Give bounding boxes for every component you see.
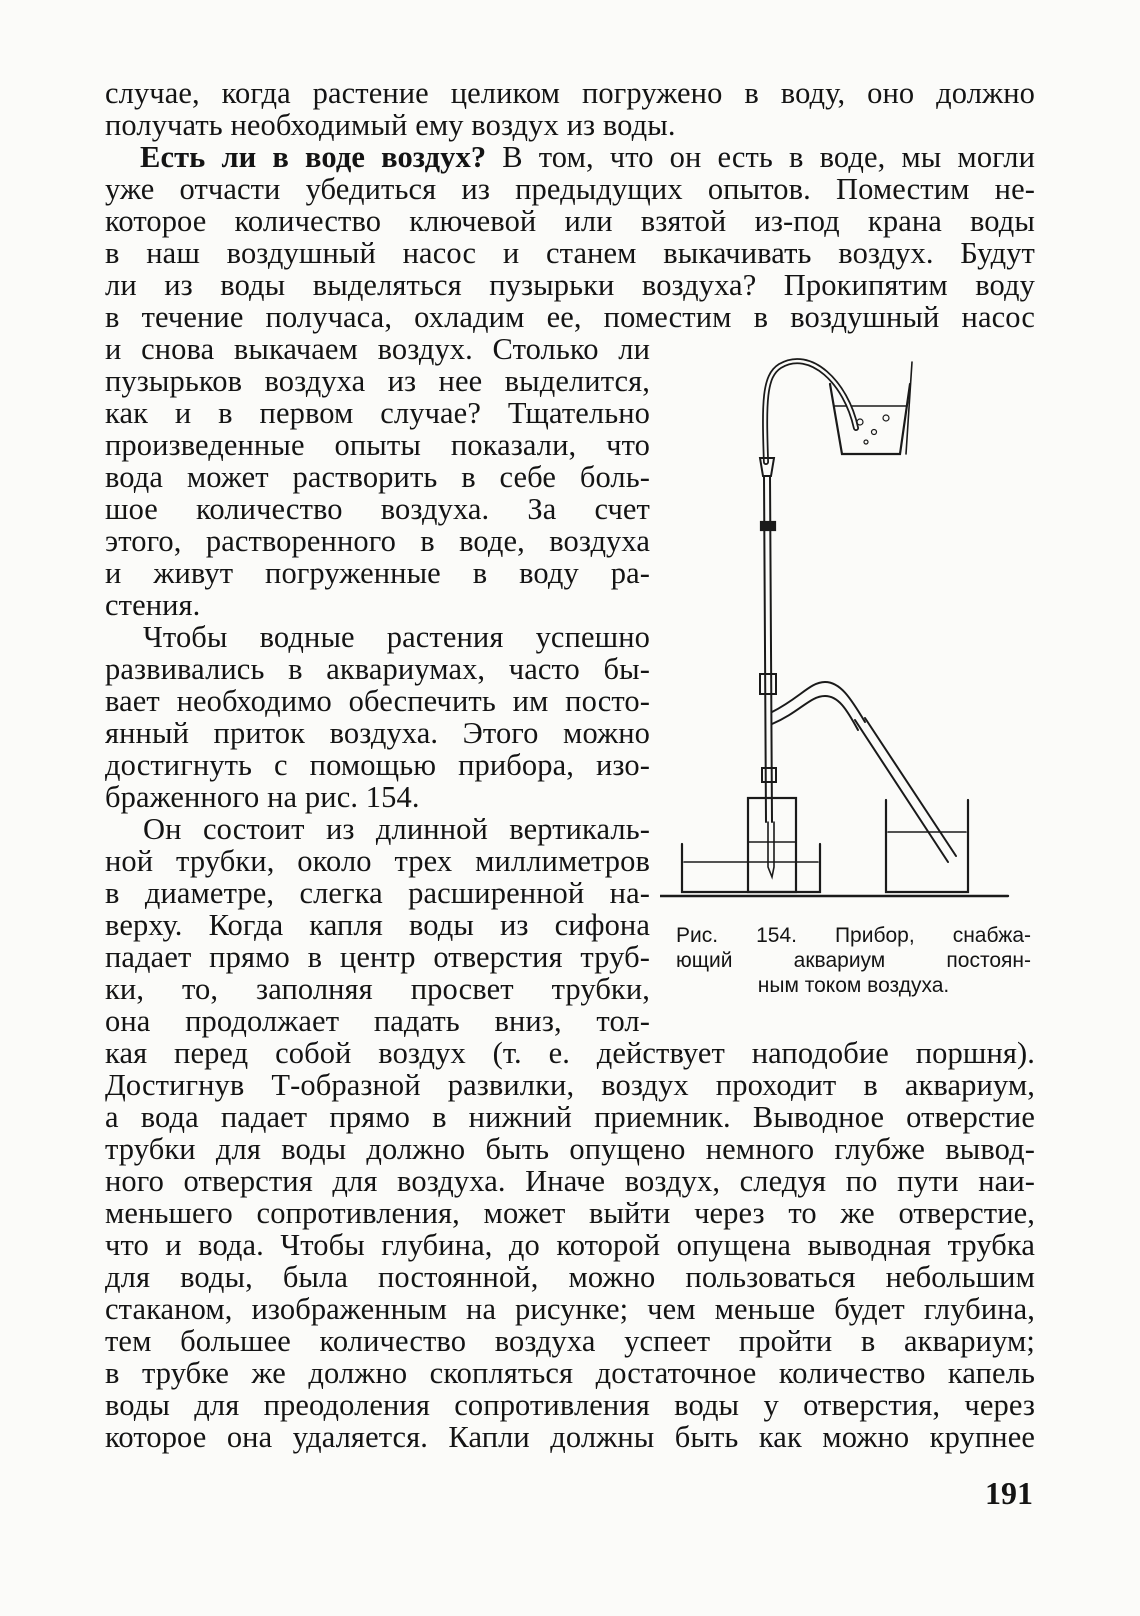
text-line: Чтобы водные растения успешно [143, 620, 650, 654]
text-line: вода может растворить в себе боль- [105, 460, 650, 494]
text-line: тем большее количество воздуха успеет пройти в аквариум; [105, 1324, 1035, 1358]
text-line: в течение получаса, охладим ее, поместим в воздушный насос [105, 300, 1035, 334]
aquarium-air-device-illustration [660, 352, 1040, 922]
text-line: для воды, была постоянной, можно пользоваться небольшим [105, 1260, 1035, 1294]
text-line: в трубке же должно скопляться достаточное количество капель [105, 1356, 1035, 1390]
text-line: вает необходимо обеспечить им посто- [105, 684, 650, 718]
text-line: которое количество ключевой или взятой из-под крана воды [105, 204, 1035, 238]
text-line: шое количество воздуха. За счет [105, 492, 650, 526]
text-line: которое она удаляется. Капли должны быть как можно крупнее [105, 1420, 1035, 1454]
text-line: случае, когда растение целиком погружено в воду, оно должно [105, 76, 1035, 110]
text-line: стаканом, изображенным на рисунке; чем меньше будет глубина, [105, 1292, 1035, 1326]
text-line: получать необходимый ему воздух из воды. [105, 108, 676, 142]
figure-caption-line: Рис. 154. Прибор, снабжа- [676, 924, 1031, 947]
figure-caption-line: ным током воздуха. [757, 974, 950, 997]
text-line: этого, растворенного в воде, воздуха [105, 524, 650, 558]
section-heading: Есть ли в воде воздух? [140, 140, 487, 174]
text-fragment: В том, что он есть в воде, мы могли [486, 140, 1035, 174]
text-line: ного отверстия для воздуха. Иначе воздух, следуя по пути наи- [105, 1164, 1035, 1198]
figure-caption-line: ющий аквариум постоян- [676, 949, 1031, 972]
text-line: в наш воздушный насос и станем выкачивать воздух. Будут [105, 236, 1035, 270]
text-line: что и вода. Чтобы глубина, до которой опущена выводная трубка [105, 1228, 1035, 1262]
text-line: как и в первом случае? Тщательно [105, 396, 650, 430]
text-line: кая перед собой воздух (т. е. действует наподобие поршня). [105, 1036, 1035, 1070]
text-line: янный приток воздуха. Этого можно [105, 716, 650, 750]
text-line: ки, то, заполняя просвет трубки, [105, 972, 650, 1006]
text-line: в диаметре, слегка расширенной на- [105, 876, 650, 910]
text-line: ли из воды выделяться пузырьки воздуха? Прокипятим воду [105, 268, 1035, 302]
text-line: она продолжает падать вниз, тол- [105, 1004, 650, 1038]
text-line: воды для преодоления сопротивления воды у отверстия, через [105, 1388, 1035, 1422]
text-line: пузырьков воздуха из нее выделится, [105, 364, 650, 398]
text-line: и живут погруженные в воду ра- [105, 556, 650, 590]
text-line: Он состоит из длинной вертикаль- [143, 812, 650, 846]
text-line: развивались в аквариумах, часто бы- [105, 652, 650, 686]
text-line: браженного на рис. 154. [105, 780, 420, 814]
text-line: меньшего сопротивления, может выйти через то же отверстие, [105, 1196, 1035, 1230]
text-line: Достигнув Т-образной развилки, воздух проходит в аквариум, [105, 1068, 1035, 1102]
text-line: трубки для воды должно быть опущено немного глубже вывод- [105, 1132, 1035, 1166]
text-line: произведенные опыты показали, что [105, 428, 650, 462]
text-line: ной трубки, около трех миллиметров [105, 844, 650, 878]
text-line: стения. [105, 588, 201, 622]
text-line: уже отчасти убедиться из предыдущих опытов. Поместим не- [105, 172, 1035, 206]
text-line: а вода падает прямо в нижний приемник. Выводное отверстие [105, 1100, 1035, 1134]
page-number: 191 [985, 1475, 1033, 1511]
text-line: падает прямо в центр отверстия труб- [105, 940, 650, 974]
text-line: достигнуть с помощью прибора, изо- [105, 748, 650, 782]
text-line: верху. Когда капля воды из сифона [105, 908, 650, 942]
text-line [105, 141, 1035, 174]
text-line: и снова выкачаем воздух. Столько ли [105, 332, 650, 366]
